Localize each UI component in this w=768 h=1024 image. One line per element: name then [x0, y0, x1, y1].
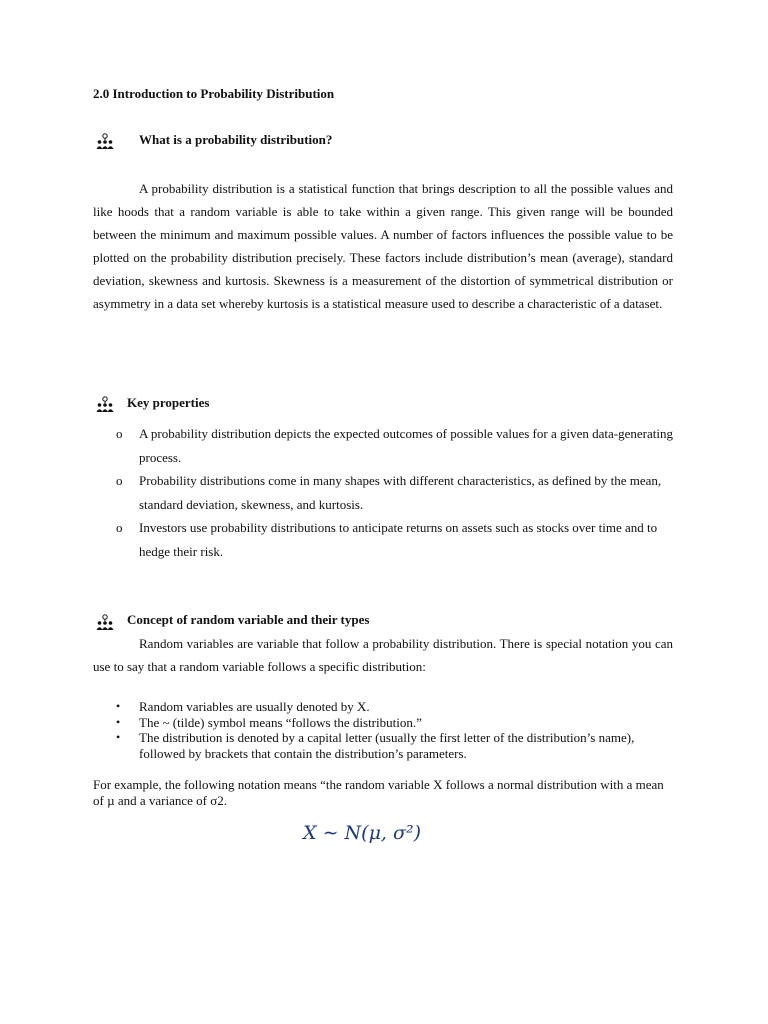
bullet-marker: • — [116, 730, 121, 744]
team-icon — [95, 133, 115, 151]
section-heading: What is a probability distribution? — [139, 132, 333, 147]
example-text: For example, the following notation means “the random variable X follows a normal distribution with a mean of µ and a variance of σ2. — [93, 777, 664, 808]
list-item-text: A probability distribution depicts the expected outcomes of possible values for a given data-generating process. — [139, 426, 673, 465]
paragraph: Random variables are variable that follow a probability distribution. There is special notation you can use to say that a random variable follows a specific distribution: — [93, 636, 673, 674]
list-item — [93, 422, 673, 469]
list-marker: o — [116, 473, 123, 488]
notation-list — [93, 699, 673, 761]
section-heading: Key properties — [127, 395, 210, 410]
list-item — [93, 516, 673, 563]
document-title: 2.0 Introduction to Probability Distribution — [93, 86, 335, 101]
list-item — [93, 699, 673, 715]
team-icon — [95, 396, 115, 414]
bullet-marker: • — [116, 714, 121, 729]
list-item-text: The distribution is denoted by a capital letter (usually the first letter of the distribution’s name), followed by brackets that contain the distribution’s parameters. — [139, 730, 635, 761]
team-icon — [95, 614, 115, 632]
paragraph: A probability distribution is a statistical function that brings description to all the possible values and like hoods that a random variable is able to take within a given range. This given range will be bounded between the minimum and maximum possible values. A number of factors influences the possible value to be plotted on the probability distribution precisely. These factors include distribution’s mean (average), standard deviation, skewness and kurtosis. Skewness is a measurement of the distortion of symmetrical distribution or asymmetry in a data set whereby kurtosis is a statistical measure used to describe a characteristic of a dataset. — [93, 181, 673, 311]
list-item-text: Investors use probability distributions to anticipate returns on assets such as stocks over time and to hedge their risk. — [139, 520, 658, 559]
list-item — [93, 730, 673, 761]
key-properties-list — [93, 422, 673, 563]
bullet-marker: • — [116, 699, 121, 713]
list-marker: o — [116, 426, 123, 441]
list-item-text: The ~ (tilde) symbol means “follows the distribution.” — [139, 714, 422, 730]
formula: X ∼ N(μ, σ²) — [303, 822, 421, 844]
list-item-text: Random variables are usually denoted by X. — [139, 699, 370, 714]
list-marker: o — [116, 520, 123, 535]
list-item — [93, 469, 673, 516]
list-item-text: Probability distributions come in many shapes with different characteristics, as defined by the mean, standard deviation, skewness, and kurtosis. — [139, 473, 662, 512]
list-item — [93, 715, 673, 731]
section-heading: Concept of random variable and their types — [127, 612, 370, 627]
